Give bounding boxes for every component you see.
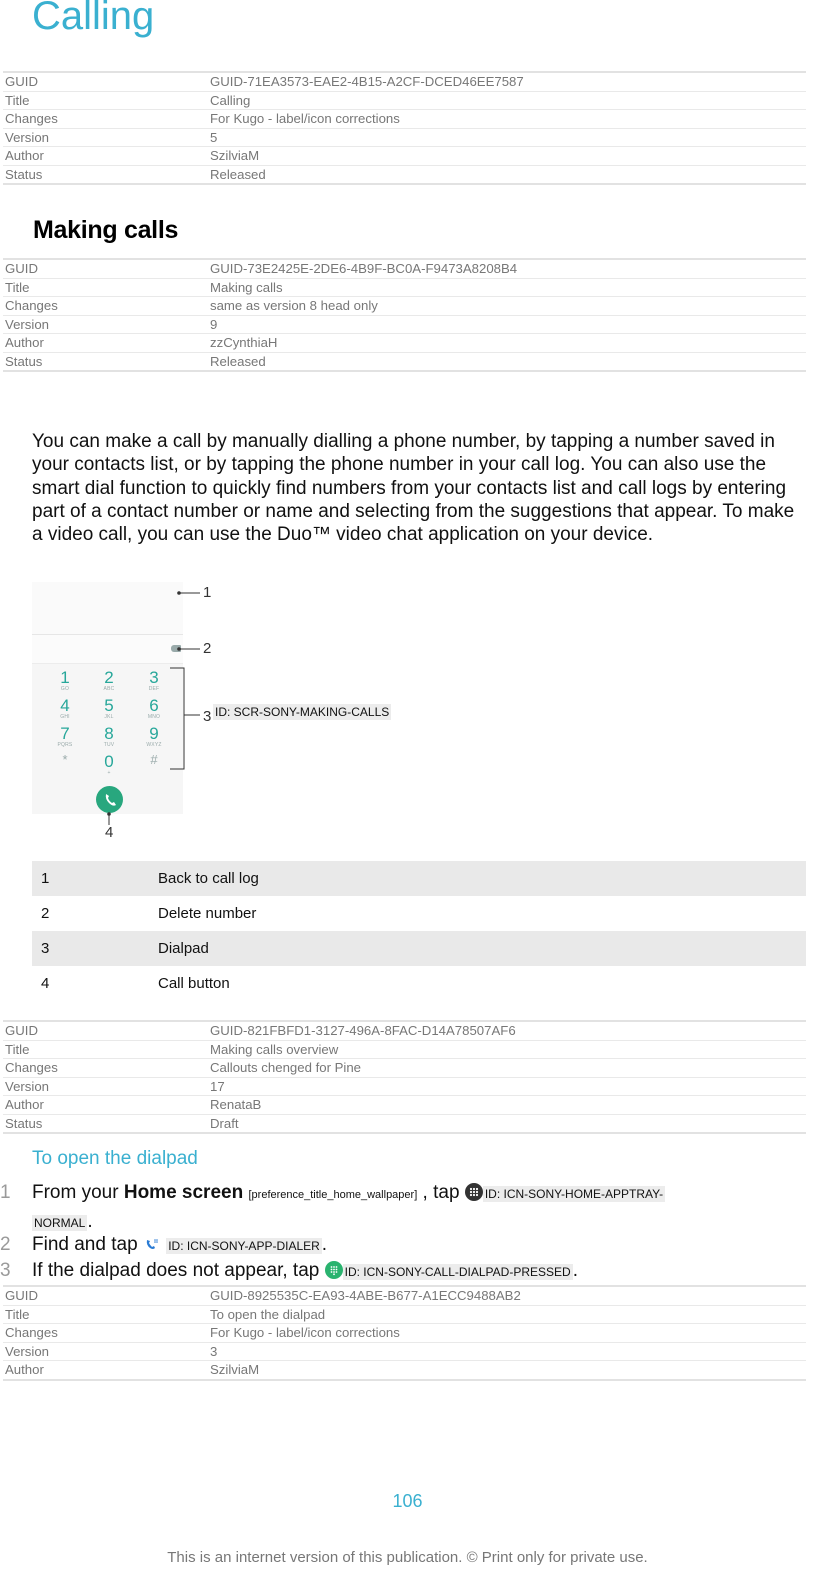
meta-key: Status (5, 1115, 43, 1131)
meta-value: SzilviaM (210, 1362, 260, 1377)
meta-value: GUID-8925535C-EA93-4ABE-B677-A1ECC9488AB2 (210, 1288, 521, 1303)
legend-number: 4 (41, 975, 50, 992)
key-digit: * (62, 752, 68, 767)
table-row (3, 1343, 806, 1362)
table-row (3, 129, 806, 148)
meta-key: Title (5, 1306, 30, 1322)
step-1-continued (32, 1211, 93, 1233)
legend-text: Dialpad (158, 940, 209, 957)
key-letters: GO (60, 686, 70, 692)
dialpad-key (134, 668, 174, 692)
table-row (32, 861, 806, 896)
key-letters: PQRS (57, 742, 73, 748)
icon-id-label: ID: ICN-SONY-CALL-DIALPAD-PRESSED (344, 1265, 571, 1279)
key-digit: 2 (104, 668, 114, 687)
table-row (3, 166, 806, 184)
table-row (3, 297, 806, 316)
callout-number: 1 (203, 584, 212, 601)
dialpad-key (134, 696, 174, 720)
table-row (3, 1078, 806, 1097)
icon-id-label: ID: ICN-SONY-APP-DIALER (168, 1239, 320, 1253)
table-row (3, 260, 806, 279)
callout-number: 4 (105, 824, 114, 841)
dialpad-key (45, 724, 85, 748)
dialpad-key (89, 752, 129, 776)
meta-key: Title (5, 92, 30, 108)
meta-value: zzCynthiaH (210, 335, 278, 350)
key-letters: TUV (103, 742, 115, 748)
section-heading: Making calls (33, 216, 179, 244)
phone-icon (96, 786, 123, 813)
table-row (32, 896, 806, 931)
table-row (3, 1306, 806, 1325)
meta-key: Changes (5, 1325, 58, 1340)
table-row (3, 1059, 806, 1078)
key-letters: JKL (104, 714, 114, 720)
home-screen-label: Home screen (123, 1182, 244, 1203)
legend-text: Delete number (158, 905, 257, 922)
meta-key: Status (5, 166, 43, 182)
table-row (3, 92, 806, 111)
meta-value: Callouts chenged for Pine (210, 1060, 362, 1075)
meta-key: Author (5, 335, 44, 350)
table-row (3, 316, 806, 335)
meta-key: Version (5, 129, 49, 145)
step-text: . (87, 1211, 93, 1232)
page-title: Calling (32, 0, 155, 38)
dialpad-key (45, 696, 85, 720)
key-digit: 3 (149, 668, 159, 687)
key-digit: 7 (60, 724, 70, 743)
table-row (3, 1287, 806, 1306)
table-row (32, 966, 806, 1001)
table-row (3, 1041, 806, 1060)
number-entry-bar (32, 635, 183, 664)
apps-tray-icon (465, 1183, 483, 1201)
step-number: 2 (0, 1234, 11, 1255)
key-letters: WXYZ (146, 742, 162, 748)
meta-value: Calling (210, 92, 251, 108)
meta-key: Version (5, 316, 49, 332)
key-digit: 9 (149, 724, 159, 743)
meta-value: 9 (210, 316, 218, 332)
step-number: 1 (0, 1182, 11, 1203)
dialer-screenshot (32, 582, 183, 814)
table-row (3, 147, 806, 166)
figure-id-label: ID: SCR-SONY-MAKING-CALLS (215, 705, 390, 719)
legend-number: 2 (41, 905, 50, 922)
meta-key: Changes (5, 298, 58, 313)
dialpad-key (134, 724, 174, 748)
dialer-app-icon (143, 1235, 161, 1253)
legend-text: Call button (158, 975, 230, 992)
meta-value: RenataB (210, 1097, 262, 1112)
table-row (32, 931, 806, 966)
callout-number: 3 (203, 708, 212, 725)
icon-id-label: NORMAL (34, 1216, 86, 1230)
meta-key: Version (5, 1078, 49, 1094)
meta-value: GUID-71EA3573-EAE2-4B15-A2CF-DCED46EE7587 (210, 74, 524, 89)
meta-value: Released (210, 353, 266, 369)
table-row (3, 110, 806, 129)
step-text: , tap (422, 1182, 460, 1203)
footer-notice: This is an internet version of this publication. © Print only for private use. (167, 1549, 648, 1566)
step-3 (32, 1260, 578, 1282)
procedure-heading: To open the dialpad (32, 1148, 198, 1169)
intro-paragraph: You can make a call by manually dialling a phone number, by tapping a number saved in your contacts list, or by tapping the phone number in your call log. You can also use the smart dial function to quickly find numbers from your contacts list and call logs by entering part of a contact number or name and selecting from the suggestions that appear. To make a video call, you can use the Duo™ video chat application on your device. (32, 431, 795, 546)
step-text: If the dialpad does not appear, tap (32, 1260, 320, 1281)
key-letters: ABC (103, 686, 115, 692)
table-row (3, 1096, 806, 1115)
key-digit: 5 (104, 696, 114, 715)
meta-key: Version (5, 1343, 49, 1359)
meta-value: GUID-73E2425E-2DE6-4B9F-BC0A-F9473A8208B4 (210, 261, 518, 276)
string-key: [preference_title_home_wallpaper] (248, 1189, 418, 1201)
key-digit: 1 (60, 668, 70, 687)
meta-value: same as version 8 head only (210, 298, 378, 313)
table-row (3, 73, 806, 92)
step-2 (32, 1234, 327, 1256)
step-text: From your (32, 1182, 124, 1203)
call-button-figure (96, 786, 123, 813)
key-digit: 0 (104, 752, 114, 771)
key-letters: + (107, 770, 111, 776)
dialpad-key (89, 668, 129, 692)
key-letters: MNO (147, 714, 161, 720)
metadata-table-calling (3, 71, 806, 185)
dialpad-key (89, 724, 129, 748)
meta-key: Title (5, 279, 30, 295)
meta-key: Author (5, 148, 44, 163)
step-number: 3 (0, 1260, 11, 1281)
metadata-table-making-calls (3, 258, 806, 372)
legend-number: 1 (41, 870, 50, 887)
metadata-table-overview (3, 1020, 806, 1134)
key-digit: 6 (149, 696, 159, 715)
dialpad-key (89, 696, 129, 720)
table-row (3, 279, 806, 298)
dialpad-icon (325, 1261, 343, 1279)
icon-id-label: ID: ICN-SONY-HOME-APPTRAY- (484, 1187, 664, 1201)
page-number: 106 (392, 1491, 423, 1511)
meta-value: Draft (210, 1115, 239, 1131)
meta-value: 3 (210, 1343, 218, 1359)
step-text: Find and tap (32, 1234, 138, 1255)
key-letters: DEF (148, 686, 160, 692)
meta-value: GUID-821FBFD1-3127-496A-8FAC-D14A78507AF6 (210, 1023, 516, 1038)
metadata-table-dialpad (3, 1285, 806, 1381)
table-row (3, 353, 806, 371)
callout-legend-table (32, 861, 806, 1001)
meta-value: 17 (210, 1078, 225, 1094)
dialpad-key (45, 752, 85, 765)
meta-key: Author (5, 1362, 44, 1377)
table-row (3, 1022, 806, 1041)
callout-number: 2 (203, 640, 212, 657)
meta-value: 5 (210, 129, 218, 145)
table-row (3, 1361, 806, 1379)
meta-key: GUID (5, 1288, 38, 1303)
meta-key: Changes (5, 1060, 58, 1075)
legend-text: Back to call log (158, 870, 259, 887)
meta-key: GUID (5, 74, 38, 89)
meta-key: Author (5, 1097, 44, 1112)
meta-value: SzilviaM (210, 148, 260, 163)
call-log-area (32, 582, 183, 635)
meta-value: For Kugo - label/icon corrections (210, 1325, 400, 1340)
legend-number: 3 (41, 940, 50, 957)
key-digit: # (150, 752, 158, 767)
table-row (3, 334, 806, 353)
meta-key: Title (5, 1041, 30, 1057)
table-row (3, 1324, 806, 1343)
meta-key: Changes (5, 111, 58, 126)
meta-value: To open the dialpad (210, 1306, 326, 1322)
key-letters: GHI (60, 714, 70, 720)
meta-value: Making calls overview (210, 1041, 339, 1057)
dialpad-key (45, 668, 85, 692)
key-digit: 4 (60, 696, 70, 715)
meta-value: For Kugo - label/icon corrections (210, 111, 400, 126)
meta-key: GUID (5, 1023, 38, 1038)
step-1 (32, 1182, 665, 1204)
meta-key: Status (5, 353, 43, 369)
meta-key: GUID (5, 261, 38, 276)
meta-value: Released (210, 166, 266, 182)
step-text: . (321, 1234, 328, 1255)
key-digit: 8 (104, 724, 114, 743)
meta-value: Making calls (210, 279, 283, 295)
dialpad-key (134, 752, 174, 765)
step-text: . (572, 1260, 578, 1281)
table-row (3, 1115, 806, 1133)
